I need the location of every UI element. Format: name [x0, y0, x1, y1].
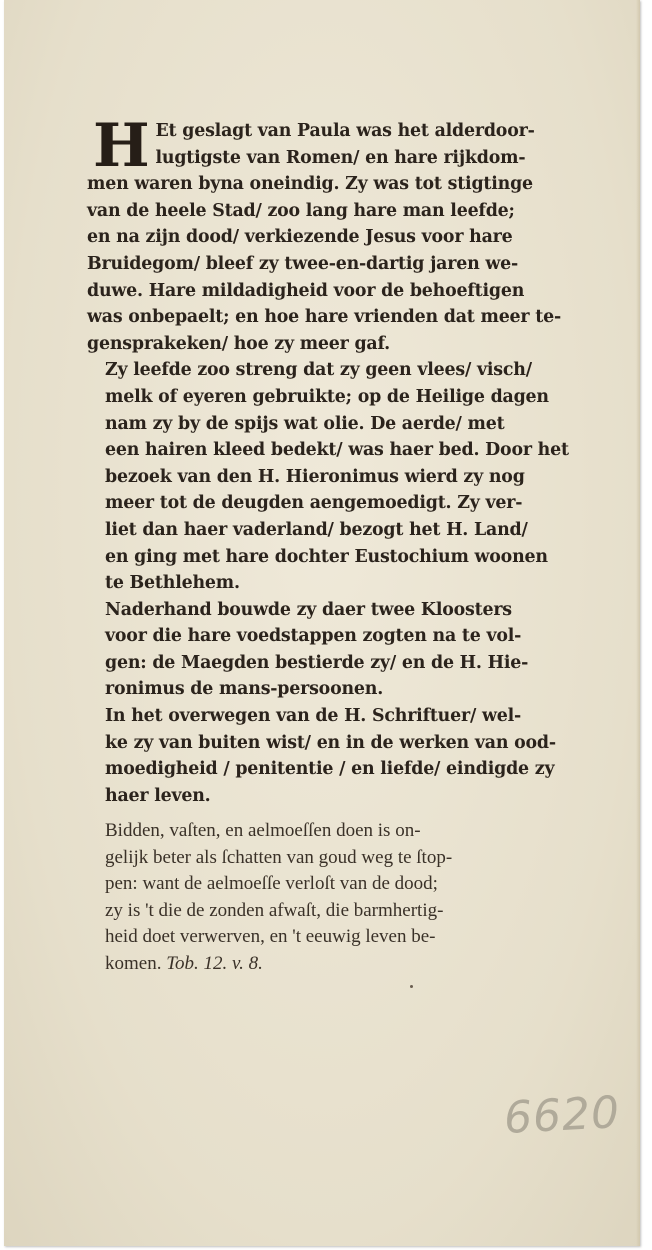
ink-dot [410, 985, 413, 988]
text-line: melk of eyeren gebruikte; op de Heilige dagen [105, 386, 549, 407]
text-line: en na zijn dood/ verkiezende Jesus voor hare [87, 227, 513, 248]
drop-cap: H [93, 111, 150, 181]
text-line: ronimus de mans-persoonen. [105, 679, 384, 700]
citation: Tob. 12. v. 8. [166, 952, 263, 974]
text-line: gensprakeken/ hoe zy meer gaf. [87, 333, 391, 354]
quotation-line-end: komen. [105, 952, 162, 974]
text-line: nam zy by de spijs wat olie. De aerde/ met [105, 413, 505, 434]
text-line: lugtigste van Romen/ en hare rijkdom- [155, 147, 526, 168]
text-line: Naderhand bouwde zy daer twee Kloosters [105, 599, 512, 620]
paragraph-1 [87, 111, 567, 357]
archive-number: 6620 [502, 1086, 622, 1145]
quotation-block [105, 818, 565, 978]
paragraph-2 [87, 357, 567, 596]
text-line: men waren byna oneindig. Zy was tot stigtinge [87, 174, 533, 195]
text-line: meer tot de deugden aengemoedigt. Zy ver- [105, 493, 523, 514]
text-line: gen: de Maegden bestierde zy/ en de H. Hie- [105, 652, 529, 673]
quotation-line: gelijk beter als ſchatten van goud weg te ſtop- [105, 846, 453, 868]
text-line: voor die hare voedstappen zogten na te vol- [105, 626, 522, 647]
gothic-text-block [87, 111, 569, 809]
quotation-line: zy is 't die de zonden afwaſt, die barmhertig- [105, 899, 444, 921]
text-line: een hairen kleed bedekt/ was haer bed. Door het [105, 440, 569, 461]
text-line: Et geslagt van Paula was het alderdoor- [155, 121, 535, 141]
text-line: In het overwegen van de H. Schriftuer/ wel- [105, 706, 522, 727]
paragraph-3 [87, 597, 567, 703]
text-line: ke zy van buiten wist/ en in de werken van ood- [105, 732, 556, 753]
quotation-line: Bidden, vaſten, en aelmoeſſen doen is on- [105, 820, 421, 841]
text-line: haer leven. [105, 785, 211, 806]
text-line: liet dan haer vaderland/ bezogt het H. Land/ [105, 519, 528, 540]
text-line: was onbepaelt; en hoe hare vrienden dat meer te- [87, 307, 561, 328]
text-line: duwe. Hare mildadigheid voor de behoeftigen [87, 280, 525, 301]
paper-sheet [4, 0, 640, 1246]
paragraph-4 [87, 703, 567, 809]
quotation-line: heid doet verwerven, en 't eeuwig leven be- [105, 926, 436, 948]
text-line: te Bethlehem. [105, 573, 240, 594]
text-line: bezoek van den H. Hieronimus wierd zy nog [105, 466, 525, 487]
text-line: moedigheid / penitentie / en liefde/ eindigde zy [105, 759, 555, 780]
text-line: Zy leefde zoo streng dat zy geen vlees/ visch/ [105, 360, 532, 381]
text-line: Bruidegom/ bleef zy twee-en-dartig jaren we- [87, 253, 519, 274]
text-line: en ging met hare dochter Eustochium woonen [105, 546, 548, 567]
quotation-last-line [105, 951, 565, 978]
text-line: van de heele Stad/ zoo lang hare man leefde; [87, 200, 515, 221]
quotation-line: pen: want de aelmoeſſe verloſt van de dood; [105, 873, 438, 895]
